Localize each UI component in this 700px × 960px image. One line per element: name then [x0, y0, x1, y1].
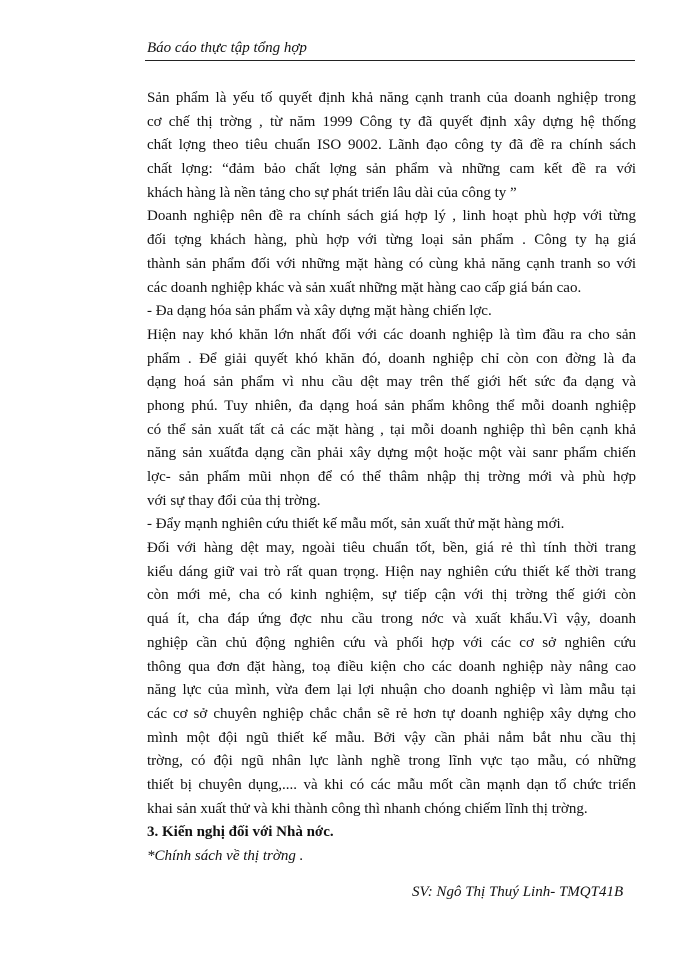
text-line: quá ít, cha đáp ứng đợc nhu cầu trong nớc và xuất khẩu.Vì vậy, doanh [147, 611, 636, 628]
text-line: năng lực của mình, vừa đem lại lợi nhuận cho doanh nghiệp vì làm mẫu tại [147, 682, 636, 699]
text-line: chất lợng theo tiêu chuẩn ISO 9002. Lãnh đạo công ty đã đề ra chính sách [147, 137, 636, 154]
text-line: dạng hoá sản phẩm vì nhu cầu dệt may trên thế giới hết sức đa dạng và [147, 374, 636, 391]
text-line: mình một đội ngũ thiết kế mẫu. Bởi vậy cần phải nắm bắt nhu cầu thị [147, 729, 636, 746]
text-line: thông qua đơn đặt hàng, toạ điều kiện cho các doanh nghiệp này nâng cao [147, 658, 636, 675]
text-line: Hiện nay khó khăn lớn nhất đối với các doanh nghiệp là tìm đầu ra cho sản [147, 326, 636, 343]
text-line: Đối với hàng dệt may, ngoài tiêu chuẩn tốt, bền, giá rẻ thì tính thời trang [147, 540, 636, 557]
section-heading: 3. Kiến nghị đối với Nhà nớc. [147, 824, 334, 841]
text-line: lợc- sản phẩm mũi nhọn để có thể thâm nhập thị trờng mới và phù hợp [147, 469, 636, 485]
document-body [147, 87, 636, 869]
text-line: với sự thay đổi của thị trờng. [147, 492, 321, 509]
text-line: có thể sản xuất tất cả các mặt hàng , tại mỗi doanh nghiệp thì bên cạnh khả [147, 421, 636, 438]
text-line: - Đa dạng hóa sản phẩm và xây dựng mặt hàng chiến lợc. [147, 303, 492, 320]
text-line: chất lợng: “đảm bảo chất lợng sản phẩm và những cam kết đề ra với [147, 161, 636, 178]
text-line: năng sản xuấtđa dạng cần phải xây dựng một hoặc một vài sanr phẩm chiến [147, 445, 636, 462]
text-line: - Đẩy mạnh nghiên cứu thiết kế mẫu mốt, sản xuất thử mặt hàng mới. [147, 516, 565, 533]
page-header-title: Báo cáo thực tập tổng hợp [147, 40, 307, 56]
header-rule [145, 60, 635, 61]
text-line: thành sản phẩm đối với những mặt hàng có cùng khả năng cạnh tranh so với [147, 255, 636, 272]
text-line: kiểu dáng giữ vai trò rất quan trọng. Hiện nay nghiên cứu thiết kế thời trang [147, 563, 636, 580]
text-line: Doanh nghiệp nên đề ra chính sách giá hợp lý , linh hoạt phù hợp với từng [147, 208, 636, 225]
text-line: trờng, có đội ngũ nhân lực lành nghề trong lĩnh vực tạo mẫu, có những [147, 753, 636, 770]
text-line: Sản phẩm là yếu tố quyết định khả năng cạnh tranh của doanh nghiệp trong [147, 90, 636, 106]
text-line: phong phú. Tuy nhiên, đa dạng hoá sản phẩm không thể mỗi doanh nghiệp [147, 397, 636, 414]
subsection-heading: *Chính sách về thị trờng . [147, 848, 304, 864]
text-line: khách hàng là nền tảng cho sự phát triển lâu dài của công ty ” [147, 184, 517, 201]
text-line: nghiệp cần chủ động nghiên cứu và phối hợp với các cơ sở nghiên cứu [147, 634, 636, 651]
text-line: các doanh nghiệp khác và sản xuất những mặt hàng cao cấp giá bán cao. [147, 279, 582, 296]
text-line: các cơ sở chuyên nghiệp chắc chắn sẽ rẻ hơn tự doanh nghiệp xây dựng cho [147, 705, 636, 722]
text-line: cơ chế thị trờng , từ năm 1999 Công ty đã quyết định xây dựng hệ thống [147, 113, 636, 130]
text-line: khai sản xuất thử và khi thành công thì nhanh chóng chiếm lĩnh thị trờng. [147, 800, 588, 817]
text-line: phẩm . Để giải quyết khó khăn đó, doanh nghiệp chỉ còn con đờng là đa [147, 350, 636, 367]
text-line: thiết bị chuyên dụng,.... và khi có các mẫu mốt cần mạnh dạn tổ chức triển [147, 776, 636, 793]
page-footer-author: SV: Ngô Thị Thuý Linh- TMQT41B [412, 884, 624, 900]
text-line: còn mới mẻ, cha có kinh nghiệm, sự tiếp cận với thị trờng thế giới còn [147, 587, 636, 604]
text-line: đối tợng khách hàng, phù hợp với từng loại sản phẩm . Công ty hạ giá [147, 232, 636, 249]
